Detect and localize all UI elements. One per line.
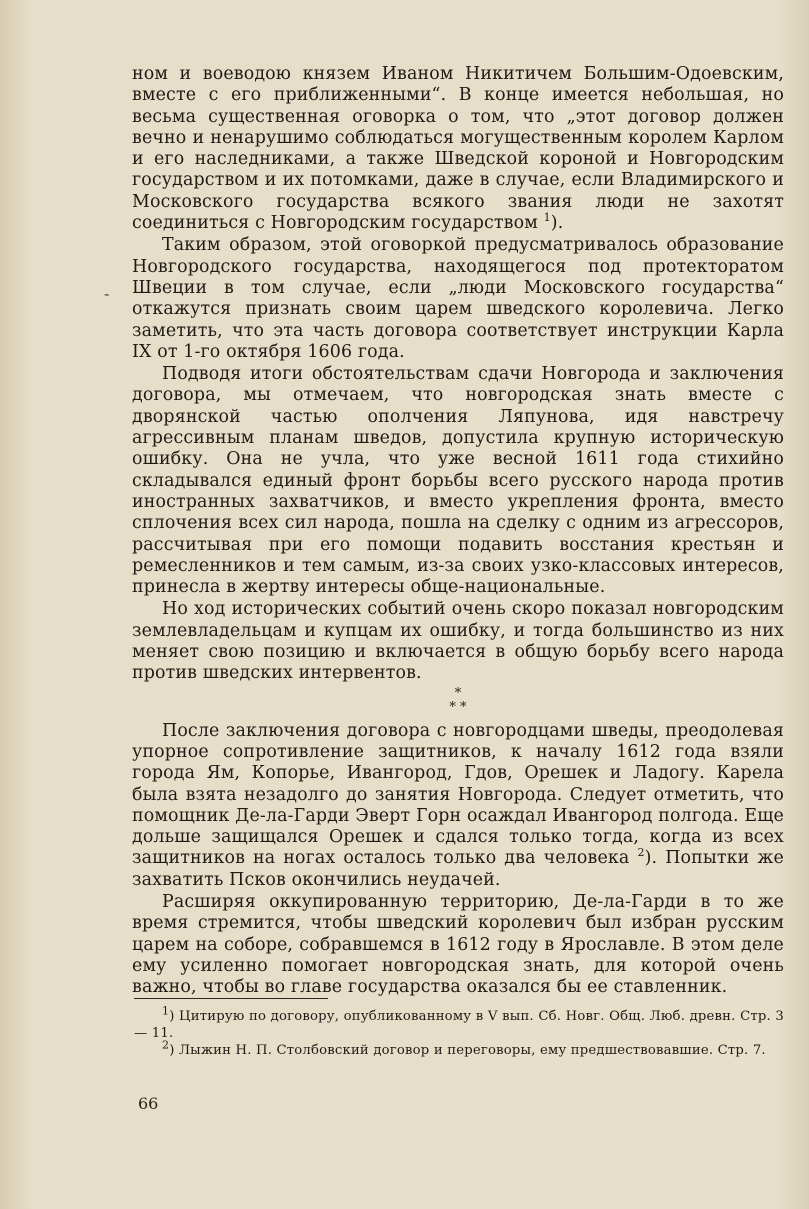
footnote-mark: 1 xyxy=(162,1004,170,1018)
separator-line: * * xyxy=(449,699,467,715)
paragraph: Расширяя оккупированную территорию, Де-ла-Гарди в то же время стремится, чтобы шведский королевич был избран русским царем на соборе, собравшемся в 1612 году в Ярославле. В этом деле ему усиленно помогает новгородская знать, для которой очень важно, чтобы во главе государства оказался бы ее ставленник. xyxy=(132,891,784,998)
paragraph: Подводя итоги обстоятельствам сдачи Новгорода и заключения договора, мы отмечаем, что новгородская знать вместе с дворянской частью ополчения Ляпунова, идя навстречу агрессивным планам шведов, допустила крупную историческую ошибку. Она не учла, что уже весной 1611 года стихийно складывался единый фронт борьбы всего русского народа против иностранных захватчиков, и вместо укрепления фронта, вместо сплочения всех сил народа, пошла на сделку с одним из агрессоров, рассчитывая при его помощи подавить восстания крестьян и ремесленников и тем самым, из-за своих узко-классовых интересов, принесла в жертву интересы обще-национальные. xyxy=(132,364,784,598)
margin-mark: - xyxy=(104,284,110,303)
section-separator xyxy=(132,687,784,715)
footnote-divider xyxy=(134,998,328,999)
footnote-text: ) Цитирую по договору, опубликованному в V вып. Сб. Новг. Общ. Люб. древн. Стр. 3 — 11. xyxy=(134,1009,784,1041)
paragraph: Таким образом, этой оговоркой предусматривалось образование Новгородского государства, находящегося под протекторатом Швеции в том случае, если „люди Московского государства“ откажутся признать своим царем шведского королевича. Легко заметить, что эта часть договора соответствует инструкции Карла IX от 1-го октября 1606 года. xyxy=(132,235,784,362)
footnote-mark: 2 xyxy=(162,1038,170,1052)
paragraph-text: После заключения договора с новгородцами шведы, преодолевая упорное сопротивление защитников, к началу 1612 года взяли города Ям, Копорье, Ивангород, Гдов, Орешек и Ладогу. Карела была взята незадолго до занятия Новгорода. Следует отметить, что помощник Де-ла-Гарди Эверт Горн осаждал Ивангород полгода. Еще дольше защищался Орешек и сдался только тогда, когда из всех защитников на ногах осталось только два человека xyxy=(132,720,784,869)
footnotes xyxy=(134,1004,784,1059)
footnote-text: ) Лыжин Н. П. Столбовский договор и переговоры, ему предшествовавшие. Стр. 7. xyxy=(169,1043,766,1058)
main-text xyxy=(132,64,784,998)
footnote-ref-1: 1 xyxy=(543,211,551,225)
footnote-ref-2: 2 xyxy=(637,846,645,860)
paragraph-tail: ). xyxy=(644,848,658,869)
paragraph-continuation xyxy=(132,64,784,234)
separator-line: * xyxy=(454,685,462,701)
paragraph-tail: ). xyxy=(550,213,564,234)
paragraph xyxy=(132,721,784,891)
paragraph-text: ном и воеводою князем Иваном Никитичем Большим-Одоевским, вместе с его приближенными“. В конце имеется небольшая, но весьма существенная оговорка о том, что „этот договор должен вечно и ненарушимо соблюдаться могущественным королем Карлом и его наследниками, а также Шведской короной и Новгородским государством и их потомками, даже в случае, если Владимирского и Московского государства всякого звания люди не захотят соединиться с Новгородским государством xyxy=(132,64,784,234)
paragraph: Но ход исторических событий очень скоро показал новгородским землевладельцам и купцам их ошибку, и тогда большинство из них меняет свою позицию и включается в общую борьбу всего народа против шведских интервентов. xyxy=(132,599,784,684)
footnote xyxy=(134,1038,784,1059)
paragraph-text: Попытки же захватить Псков окончились неудачей. xyxy=(132,848,784,890)
page-number: 66 xyxy=(138,1094,159,1113)
footnote xyxy=(134,1004,784,1042)
